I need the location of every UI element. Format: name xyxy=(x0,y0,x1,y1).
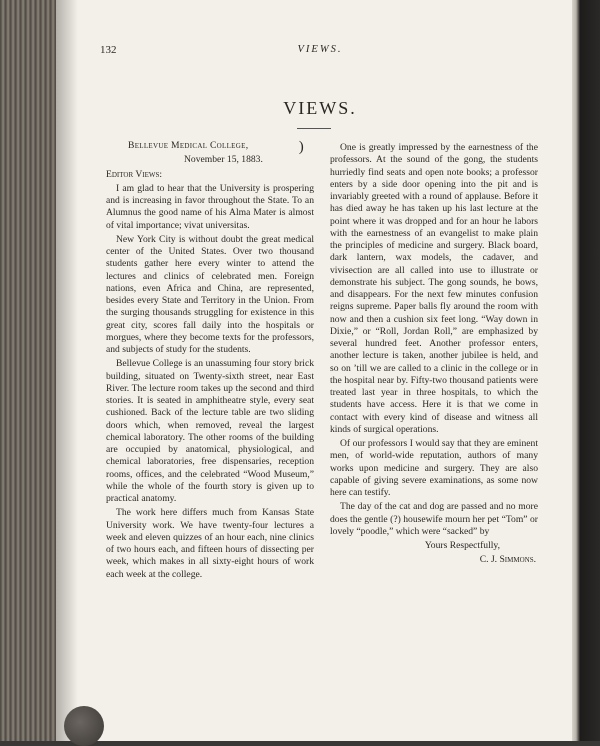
paragraph: The work here differs much from Kansas State University work. We have twenty-four lectures a week and eleven quizzes of an hour each, nine clinics of two hours each, and fifteen hours of dissecting per week, which makes in all sixty-eight hours of work each week at the college. xyxy=(106,507,314,580)
paragraph: One is greatly impressed by the earnestness of the professors. At the sound of the gong, the students hurriedly find seats and open note books; a professor enters by a side door opening into the pit and is invariably greeted with a round of applause. Before it has died away he has taken up his last lecture at the point where it was dropped and for an hour he labors with the earnestness of an evangelist to make plain the principles of medicine and surgery. Black board, dark lantern, wax models, the cadaver, and vivisection are all called into use to illustrate or demonstrate his subject. The gong sounds, he bows, and disappears. For the next few minutes confusion reigns supreme. Paper balls fly around the room with now and then a cushion six feet long. “Way down in Dixie,” or “Roll, Jordan Roll,” are emphasized by several hundred feet. Another professor enters, another lecture is taken, another jubilee is held, and so on ’till we are called to a clinic in the college or in the hospital near by. Fifty-two thousand patients were treated last year in three hospitals, to which the students have access. Here it is that we come in contact with every kind of disease and witness all kinds of surgical operations. xyxy=(330,142,538,435)
right-column xyxy=(330,142,538,567)
dateline-brace: ) xyxy=(298,139,304,155)
book-binding xyxy=(0,0,58,741)
page-number: 132 xyxy=(100,44,117,56)
article-title: VIEWS. xyxy=(283,98,357,118)
dateline-date: November 15, 1883. xyxy=(184,154,263,166)
gutter-shadow xyxy=(56,0,78,741)
paragraph: I am glad to hear that the University is prospering and is increasing in favor throughout the State. To an Alumnus the good name of his Alma Mater is almost of vital importance; vivat universitas. xyxy=(106,182,314,231)
salutation: Editor Views: xyxy=(106,168,163,180)
paragraph: Of our professors I would say that they are eminent men, of world-wide reputation, authors of many works upon medicine and surgery. They are also capable of giving severe examinations, as some now here can testify. xyxy=(330,438,538,498)
signature: C. J. Simmons. xyxy=(479,554,536,566)
title-rule xyxy=(297,128,331,129)
running-head xyxy=(100,44,540,58)
paragraph: Bellevue College is an unassuming four story brick building, situated on Twenty-sixth street, near East River. The lecture room takes up the second and third stories. It is seated in amphitheatre style, every seat cushioned. Back of the lecture table are two sliding doors which, when removed, reveal the largest chemical laboratory. The other rooms of the building are occupied by anatomical, physiological, and chemical laboratories, free dispensaries, reception rooms, offices, and the celebrated “Wood Museum,” while the whole of the fourth story is given up to practical anatomy. xyxy=(106,358,314,504)
paragraph: New York City is without doubt the great medical center of the United States. Over two thousand students gather here every winter to attend the lectures and clinics of celebrated men. Foreign nations, even Africa and China, are represented, besides every State and Territory in the Union. From the surging thousands struggling for existence in this great city, scores fall daily into the hospitals or morgues, where they become texts for the professors, and subjects of study for the students. xyxy=(106,233,314,355)
dateline-place: Bellevue Medical College, ) xyxy=(128,139,304,155)
facing-page-edge xyxy=(572,0,600,741)
paragraph: The day of the cat and dog are passed and no more does the gentle (?) housewife mourn her pet “Tom” or lovely “poodle,” which were “sacked” by xyxy=(330,501,538,537)
left-column xyxy=(106,140,314,581)
closing: Yours Respectfully, xyxy=(424,540,500,551)
running-title: VIEWS. xyxy=(297,44,343,55)
scanner-thumb xyxy=(64,706,104,746)
